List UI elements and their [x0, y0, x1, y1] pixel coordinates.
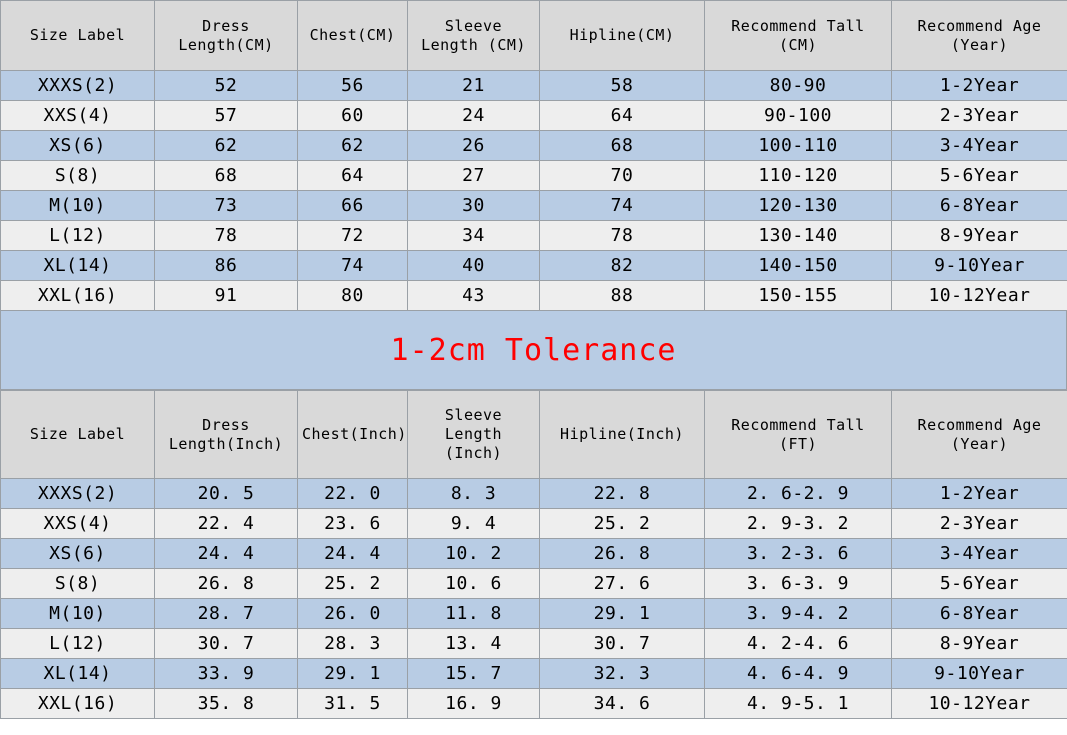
- cell-recommend-age: 10-12Year: [892, 689, 1067, 719]
- cell-recommend-tall: 120-130: [705, 191, 892, 221]
- cell-recommend-tall: 4. 6-4. 9: [705, 659, 892, 689]
- cell-sleeve-length: 10. 2: [408, 539, 540, 569]
- column-header-size-label: Size Label: [1, 391, 155, 479]
- cell-sleeve-length: 13. 4: [408, 629, 540, 659]
- cell-chest: 23. 6: [298, 509, 408, 539]
- cell-chest: 80: [298, 281, 408, 311]
- cell-sleeve-length: 34: [408, 221, 540, 251]
- cell-dress-length: 68: [155, 161, 298, 191]
- cell-chest: 60: [298, 101, 408, 131]
- cell-recommend-tall: 2. 6-2. 9: [705, 479, 892, 509]
- table-row: [1, 191, 1067, 221]
- cell-size-label: XS(6): [1, 539, 155, 569]
- cell-hipline: 29. 1: [540, 599, 705, 629]
- cell-recommend-age: 9-10Year: [892, 659, 1067, 689]
- cell-recommend-tall: 4. 9-5. 1: [705, 689, 892, 719]
- cell-dress-length: 91: [155, 281, 298, 311]
- cell-size-label: XL(14): [1, 251, 155, 281]
- column-header-dress-length: Dress Length(Inch): [155, 391, 298, 479]
- cell-dress-length: 22. 4: [155, 509, 298, 539]
- cell-recommend-age: 2-3Year: [892, 509, 1067, 539]
- table-row: [1, 689, 1067, 719]
- table-row: [1, 281, 1067, 311]
- cell-recommend-tall: 140-150: [705, 251, 892, 281]
- cell-hipline: 78: [540, 221, 705, 251]
- cell-chest: 56: [298, 71, 408, 101]
- cell-dress-length: 20. 5: [155, 479, 298, 509]
- cell-recommend-tall: 3. 2-3. 6: [705, 539, 892, 569]
- column-header-sleeve-length: Sleeve Length (Inch): [408, 391, 540, 479]
- cell-chest: 28. 3: [298, 629, 408, 659]
- cell-recommend-tall: 130-140: [705, 221, 892, 251]
- cell-chest: 29. 1: [298, 659, 408, 689]
- cell-dress-length: 62: [155, 131, 298, 161]
- cell-sleeve-length: 16. 9: [408, 689, 540, 719]
- cell-dress-length: 33. 9: [155, 659, 298, 689]
- cell-recommend-tall: 80-90: [705, 71, 892, 101]
- cell-sleeve-length: 15. 7: [408, 659, 540, 689]
- cell-dress-length: 30. 7: [155, 629, 298, 659]
- cell-recommend-tall: 3. 6-3. 9: [705, 569, 892, 599]
- column-header-chest: Chest(CM): [298, 1, 408, 71]
- cell-recommend-tall: 100-110: [705, 131, 892, 161]
- cell-dress-length: 78: [155, 221, 298, 251]
- cell-dress-length: 52: [155, 71, 298, 101]
- cell-sleeve-length: 8. 3: [408, 479, 540, 509]
- cell-hipline: 88: [540, 281, 705, 311]
- table-row: [1, 131, 1067, 161]
- cell-recommend-age: 10-12Year: [892, 281, 1067, 311]
- cell-hipline: 30. 7: [540, 629, 705, 659]
- cell-recommend-age: 1-2Year: [892, 71, 1067, 101]
- column-header-recommend-age: Recommend Age (Year): [892, 391, 1067, 479]
- cell-dress-length: 86: [155, 251, 298, 281]
- cell-size-label: XL(14): [1, 659, 155, 689]
- cell-size-label: S(8): [1, 569, 155, 599]
- cell-hipline: 27. 6: [540, 569, 705, 599]
- cell-sleeve-length: 9. 4: [408, 509, 540, 539]
- cell-chest: 62: [298, 131, 408, 161]
- column-header-chest: Chest(Inch): [298, 391, 408, 479]
- table-row: [1, 509, 1067, 539]
- column-header-recommend-age: Recommend Age (Year): [892, 1, 1067, 71]
- cell-hipline: 70: [540, 161, 705, 191]
- cell-chest: 66: [298, 191, 408, 221]
- cell-dress-length: 26. 8: [155, 569, 298, 599]
- cell-size-label: XXL(16): [1, 281, 155, 311]
- cell-size-label: XS(6): [1, 131, 155, 161]
- size-table-inch: [0, 390, 1067, 719]
- cell-size-label: L(12): [1, 221, 155, 251]
- size-table-cm: [0, 0, 1067, 311]
- cell-sleeve-length: 24: [408, 101, 540, 131]
- cell-size-label: XXXS(2): [1, 71, 155, 101]
- cell-recommend-tall: 150-155: [705, 281, 892, 311]
- cell-sleeve-length: 10. 6: [408, 569, 540, 599]
- cell-size-label: M(10): [1, 191, 155, 221]
- cell-size-label: L(12): [1, 629, 155, 659]
- column-header-recommend-tall: Recommend Tall (FT): [705, 391, 892, 479]
- cell-recommend-tall: 90-100: [705, 101, 892, 131]
- table-row: [1, 659, 1067, 689]
- table-row: [1, 599, 1067, 629]
- cell-chest: 72: [298, 221, 408, 251]
- table-row: [1, 101, 1067, 131]
- cell-dress-length: 28. 7: [155, 599, 298, 629]
- cell-sleeve-length: 43: [408, 281, 540, 311]
- table-header-row-cm: [1, 1, 1067, 71]
- cell-dress-length: 57: [155, 101, 298, 131]
- cell-recommend-age: 1-2Year: [892, 479, 1067, 509]
- column-header-dress-length: Dress Length(CM): [155, 1, 298, 71]
- cell-sleeve-length: 30: [408, 191, 540, 221]
- cell-sleeve-length: 21: [408, 71, 540, 101]
- cell-chest: 64: [298, 161, 408, 191]
- cell-hipline: 22. 8: [540, 479, 705, 509]
- cell-recommend-age: 5-6Year: [892, 161, 1067, 191]
- tolerance-text: 1-2cm Tolerance: [390, 332, 677, 368]
- column-header-recommend-tall: Recommend Tall (CM): [705, 1, 892, 71]
- table-row: [1, 629, 1067, 659]
- table-header-row-inch: [1, 391, 1067, 479]
- table-row: [1, 539, 1067, 569]
- cell-dress-length: 24. 4: [155, 539, 298, 569]
- cell-recommend-age: 3-4Year: [892, 131, 1067, 161]
- cell-size-label: XXXS(2): [1, 479, 155, 509]
- cell-hipline: 26. 8: [540, 539, 705, 569]
- cell-hipline: 25. 2: [540, 509, 705, 539]
- cell-sleeve-length: 27: [408, 161, 540, 191]
- cell-dress-length: 73: [155, 191, 298, 221]
- cell-recommend-tall: 4. 2-4. 6: [705, 629, 892, 659]
- cell-sleeve-length: 26: [408, 131, 540, 161]
- cell-recommend-age: 8-9Year: [892, 221, 1067, 251]
- column-header-hipline: Hipline(CM): [540, 1, 705, 71]
- table-row: [1, 221, 1067, 251]
- cell-chest: 74: [298, 251, 408, 281]
- table-row: [1, 71, 1067, 101]
- cell-chest: 25. 2: [298, 569, 408, 599]
- cell-size-label: S(8): [1, 161, 155, 191]
- cell-sleeve-length: 40: [408, 251, 540, 281]
- cell-chest: 24. 4: [298, 539, 408, 569]
- table-row: [1, 161, 1067, 191]
- cell-recommend-age: 8-9Year: [892, 629, 1067, 659]
- cell-recommend-age: 5-6Year: [892, 569, 1067, 599]
- cell-size-label: XXS(4): [1, 101, 155, 131]
- cell-hipline: 32. 3: [540, 659, 705, 689]
- cell-hipline: 68: [540, 131, 705, 161]
- cell-sleeve-length: 11. 8: [408, 599, 540, 629]
- cell-recommend-age: 3-4Year: [892, 539, 1067, 569]
- cell-recommend-age: 2-3Year: [892, 101, 1067, 131]
- cell-recommend-age: 9-10Year: [892, 251, 1067, 281]
- cell-hipline: 34. 6: [540, 689, 705, 719]
- cell-chest: 26. 0: [298, 599, 408, 629]
- cell-size-label: M(10): [1, 599, 155, 629]
- cell-chest: 22. 0: [298, 479, 408, 509]
- table-row: [1, 479, 1067, 509]
- column-header-hipline: Hipline(Inch): [540, 391, 705, 479]
- tolerance-banner: [0, 311, 1067, 390]
- cell-size-label: XXL(16): [1, 689, 155, 719]
- cell-recommend-age: 6-8Year: [892, 599, 1067, 629]
- cell-recommend-tall: 2. 9-3. 2: [705, 509, 892, 539]
- cell-recommend-tall: 3. 9-4. 2: [705, 599, 892, 629]
- column-header-size-label: Size Label: [1, 1, 155, 71]
- cell-hipline: 64: [540, 101, 705, 131]
- cell-recommend-age: 6-8Year: [892, 191, 1067, 221]
- column-header-sleeve-length: Sleeve Length (CM): [408, 1, 540, 71]
- cell-size-label: XXS(4): [1, 509, 155, 539]
- table-row: [1, 569, 1067, 599]
- cell-recommend-tall: 110-120: [705, 161, 892, 191]
- cell-dress-length: 35. 8: [155, 689, 298, 719]
- cell-hipline: 58: [540, 71, 705, 101]
- cell-chest: 31. 5: [298, 689, 408, 719]
- cell-hipline: 74: [540, 191, 705, 221]
- table-row: [1, 251, 1067, 281]
- cell-hipline: 82: [540, 251, 705, 281]
